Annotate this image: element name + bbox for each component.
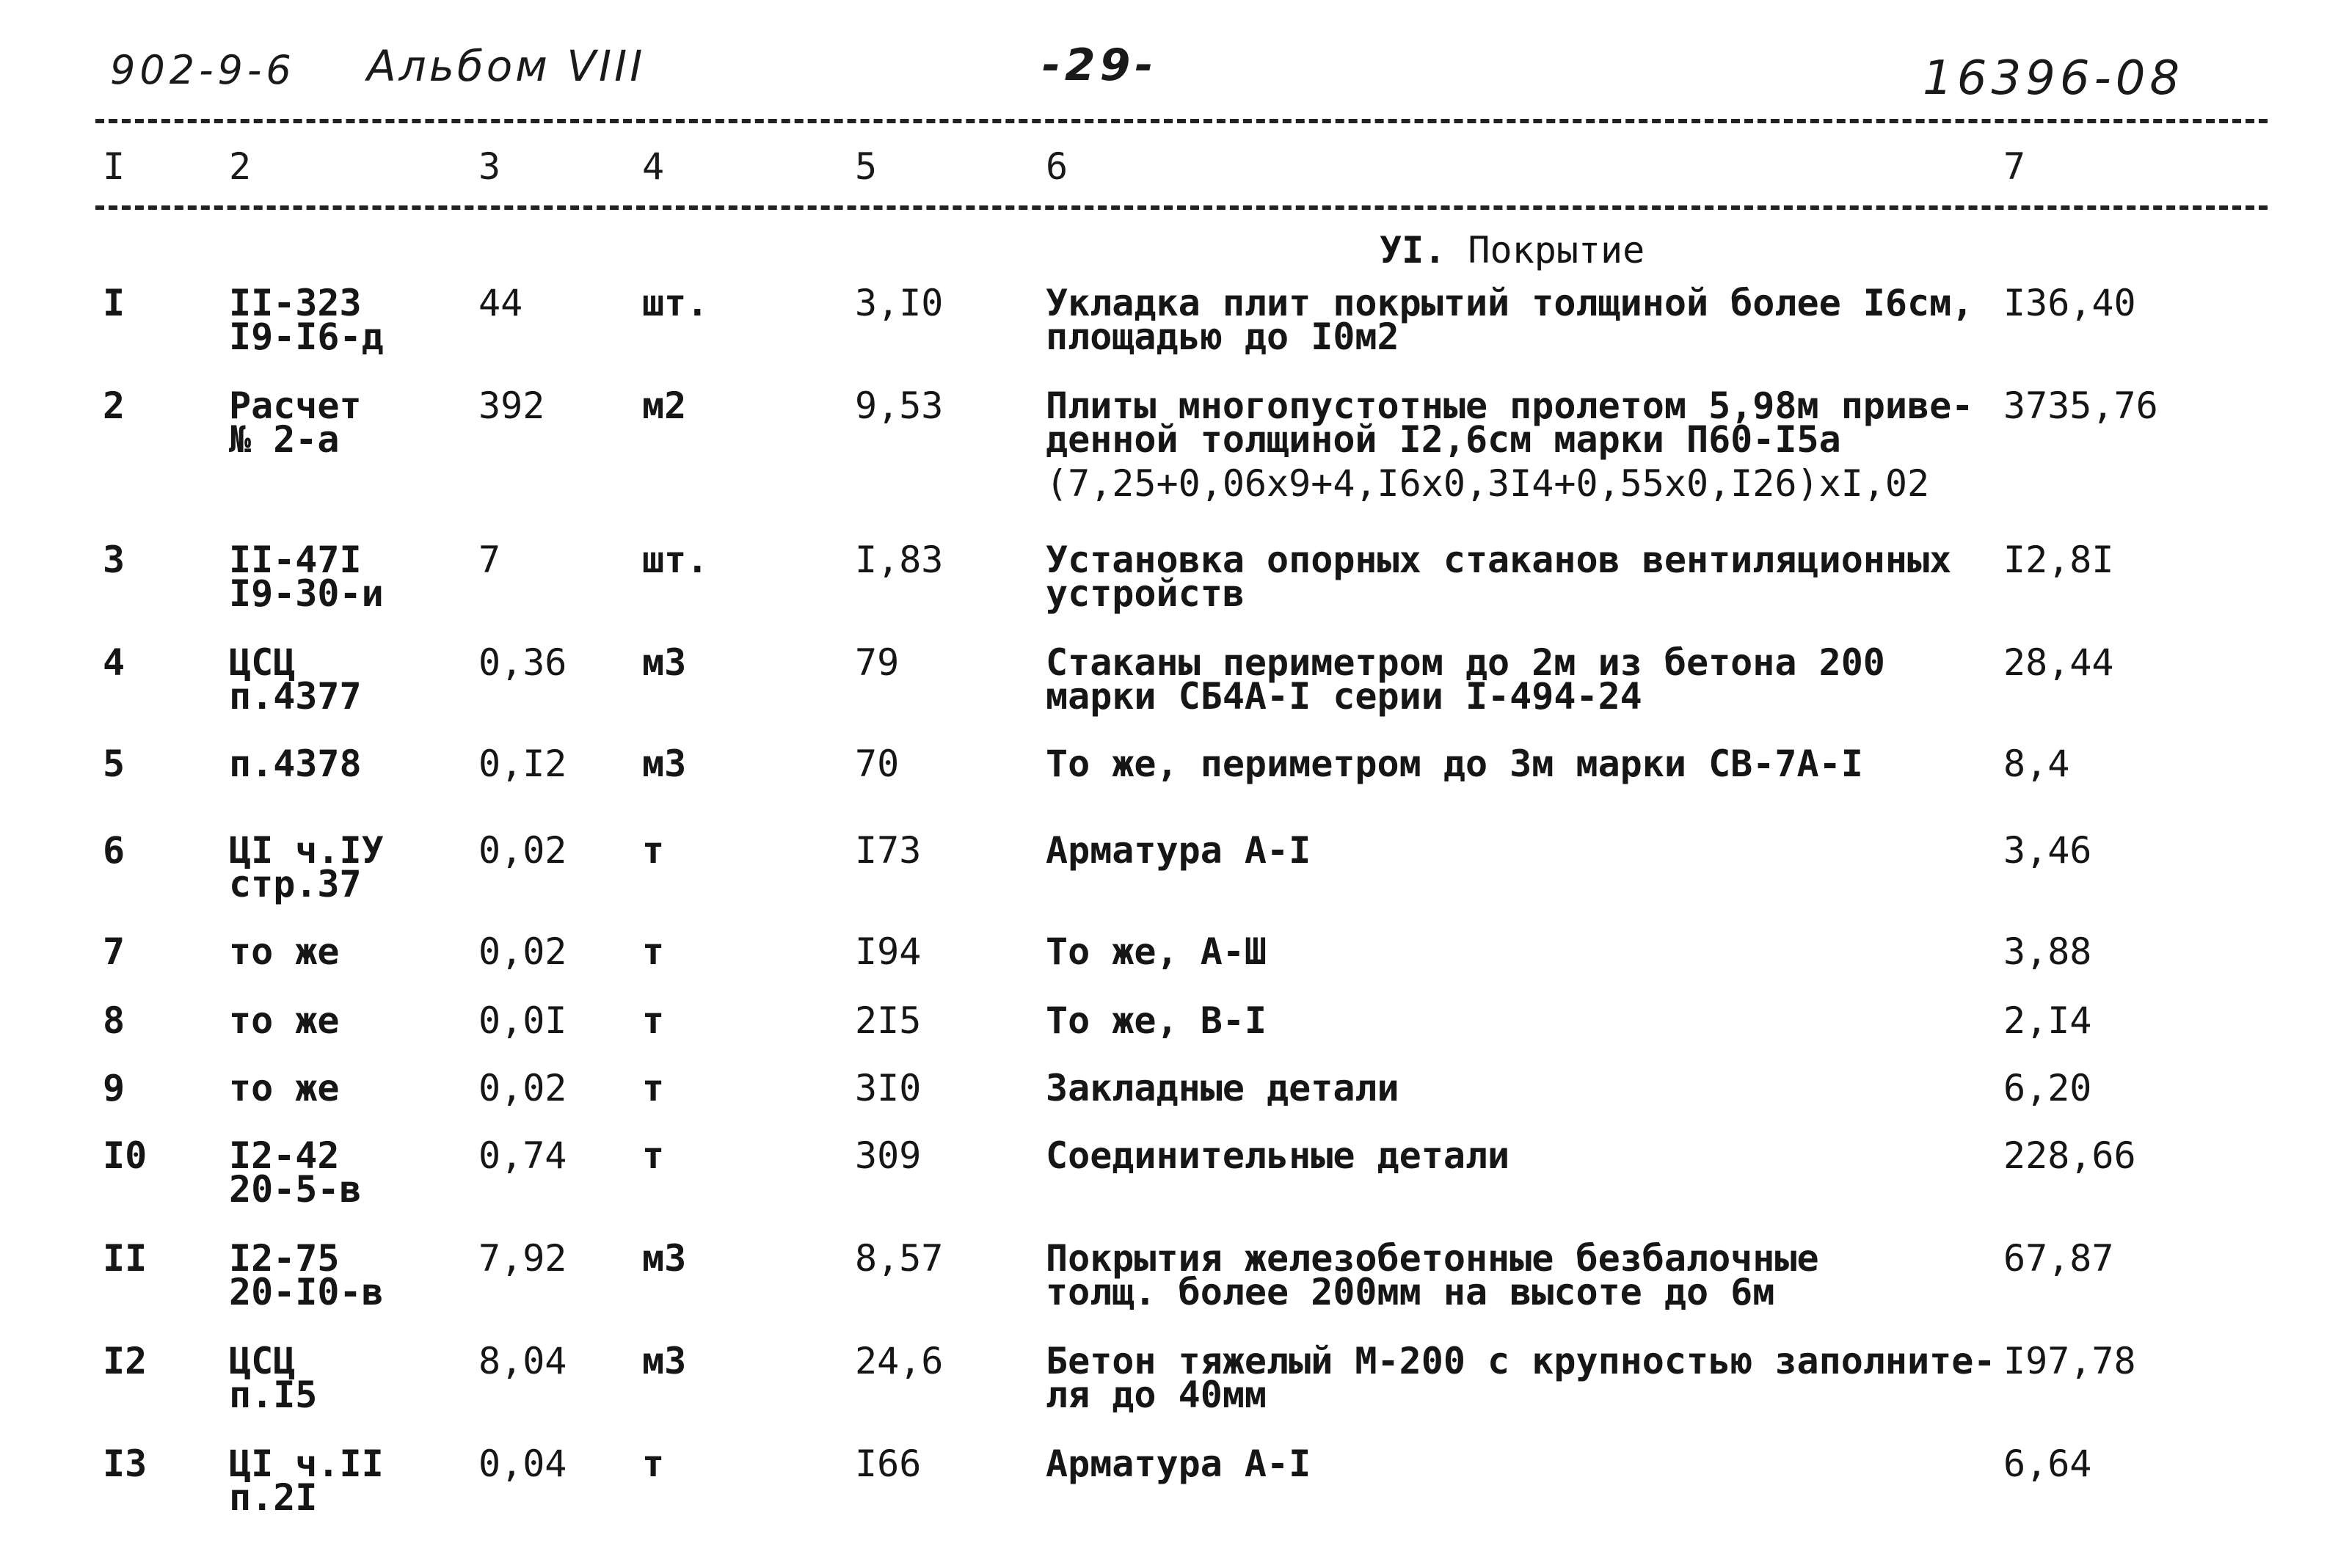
row-number: 9 [103, 1067, 125, 1109]
total-cost: 3735,76 [2003, 384, 2158, 427]
total-cost: 2,I4 [2003, 999, 2092, 1042]
work-formula: (7,25+0,06х9+4,I6х0,3I4+0,55х0,I26)хI,02 [1046, 462, 1930, 505]
unit-price: I66 [855, 1443, 922, 1485]
unit: т [642, 1443, 665, 1485]
unit-price: 2I5 [855, 999, 922, 1042]
total-cost: 228,66 [2003, 1134, 2136, 1177]
norm-code: I2-75 20-I0-в [229, 1237, 384, 1313]
norm-code: ЦI ч.IУ стр.37 [229, 829, 384, 905]
quantity: 0,04 [478, 1443, 567, 1485]
work-description: Закладные детали [1046, 1067, 1399, 1109]
total-cost: 6,20 [2003, 1067, 2092, 1109]
unit-price: I,83 [855, 539, 944, 581]
column-number: 6 [1046, 145, 1068, 188]
total-cost: 8,4 [2003, 743, 2070, 785]
column-number: 7 [2003, 145, 2026, 188]
divider-line [95, 205, 2268, 210]
work-description: Укладка плит покрытий толщиной более I6см, площадью до I0м2 [1046, 282, 1974, 358]
row-number: I3 [103, 1443, 148, 1485]
unit-price: I94 [855, 930, 922, 973]
norm-code: II-323 I9-I6-д [229, 282, 384, 358]
total-cost: 67,87 [2003, 1237, 2114, 1280]
work-description: Установка опорных стаканов вентиляционных устройств [1046, 539, 1952, 615]
total-cost: I97,78 [2003, 1340, 2136, 1382]
unit-price: 8,57 [855, 1237, 944, 1280]
unit: м3 [642, 1237, 687, 1280]
quantity: 0,36 [478, 641, 567, 684]
quantity: 7,92 [478, 1237, 567, 1280]
norm-code: II-47I I9-30-и [229, 539, 384, 615]
column-number: 4 [642, 145, 665, 188]
total-cost: 3,88 [2003, 930, 2092, 973]
unit: т [642, 1067, 665, 1109]
work-description: Покрытия железобетонные безбалочные толщ. более 200мм на высоте до 6м [1046, 1237, 1819, 1313]
unit-price: 70 [855, 743, 900, 785]
unit-price: I73 [855, 829, 922, 872]
row-number: II [103, 1237, 148, 1280]
quantity: 0,I2 [478, 743, 567, 785]
unit: т [642, 829, 665, 872]
divider-line [95, 119, 2268, 123]
quantity: 0,02 [478, 1067, 567, 1109]
unit: м2 [642, 384, 687, 427]
unit: т [642, 930, 665, 973]
row-number: 8 [103, 999, 125, 1042]
unit-price: 309 [855, 1134, 922, 1177]
column-number: I [103, 145, 125, 188]
column-number: 2 [229, 145, 252, 188]
total-cost: I36,40 [2003, 282, 2136, 324]
unit: м3 [642, 641, 687, 684]
unit: м3 [642, 1340, 687, 1382]
norm-code: ЦI ч.II п.2I [229, 1443, 384, 1519]
total-cost: 3,46 [2003, 829, 2092, 872]
norm-code: то же [229, 930, 340, 973]
work-description: То же, В-I [1046, 999, 1267, 1042]
unit-price: 9,53 [855, 384, 944, 427]
row-number: I [103, 282, 125, 324]
unit: т [642, 999, 665, 1042]
page-number: -29- [1042, 40, 1158, 91]
work-description: Плиты многопустотные пролетом 5,98м приве- денной толщиной I2,6см марки П60-I5а [1046, 384, 1974, 461]
row-number: 7 [103, 930, 125, 973]
norm-code: Расчет № 2-а [229, 384, 362, 461]
column-number: 3 [478, 145, 501, 188]
total-cost: 6,64 [2003, 1443, 2092, 1485]
quantity: 0,74 [478, 1134, 567, 1177]
work-description: То же, периметром до 3м марки СВ-7А-I [1046, 743, 1863, 785]
norm-code: ЦСЦ п.4377 [229, 641, 362, 718]
quantity: 7 [478, 539, 501, 581]
quantity: 44 [478, 282, 523, 324]
row-number: 6 [103, 829, 125, 872]
quantity: 0,02 [478, 829, 567, 872]
row-number: 5 [103, 743, 125, 785]
unit-price: 79 [855, 641, 900, 684]
row-number: 3 [103, 539, 125, 581]
work-description: Арматура А-I [1046, 1443, 1311, 1485]
quantity: 8,04 [478, 1340, 567, 1382]
unit-price: 3I0 [855, 1067, 922, 1109]
project-code: 902-9-6 [110, 47, 296, 93]
work-description: Арматура А-I [1046, 829, 1311, 872]
work-description: То же, А-Ш [1046, 930, 1267, 973]
norm-code: то же [229, 1067, 340, 1109]
quantity: 392 [478, 384, 545, 427]
section-title [1380, 229, 1645, 271]
row-number: I2 [103, 1340, 148, 1382]
unit: шт. [642, 282, 709, 324]
album-label: Альбом VIII [367, 41, 646, 91]
norm-code: п.4378 [229, 743, 362, 785]
total-cost: 28,44 [2003, 641, 2114, 684]
quantity: 0,0I [478, 999, 567, 1042]
row-number: 4 [103, 641, 125, 684]
unit: т [642, 1134, 665, 1177]
document-number: 16396-08 [1923, 51, 2185, 106]
norm-code: ЦСЦ п.I5 [229, 1340, 318, 1416]
column-number: 5 [855, 145, 878, 188]
total-cost: I2,8I [2003, 539, 2114, 581]
section-number: УI. [1380, 229, 1446, 271]
unit: шт. [642, 539, 709, 581]
work-description: Стаканы периметром до 2м из бетона 200 марки СБ4А-I серии I-494-24 [1046, 641, 1885, 718]
row-number: I0 [103, 1134, 148, 1177]
unit-price: 24,6 [855, 1340, 944, 1382]
row-number: 2 [103, 384, 125, 427]
norm-code: I2-42 20-5-в [229, 1134, 362, 1211]
norm-code: то же [229, 999, 340, 1042]
section-name: Покрытие [1468, 229, 1645, 271]
unit: м3 [642, 743, 687, 785]
work-description: Соединительные детали [1046, 1134, 1510, 1177]
unit-price: 3,I0 [855, 282, 944, 324]
work-description: Бетон тяжелый М-200 с крупностью заполните- ля до 40мм [1046, 1340, 1996, 1416]
quantity: 0,02 [478, 930, 567, 973]
